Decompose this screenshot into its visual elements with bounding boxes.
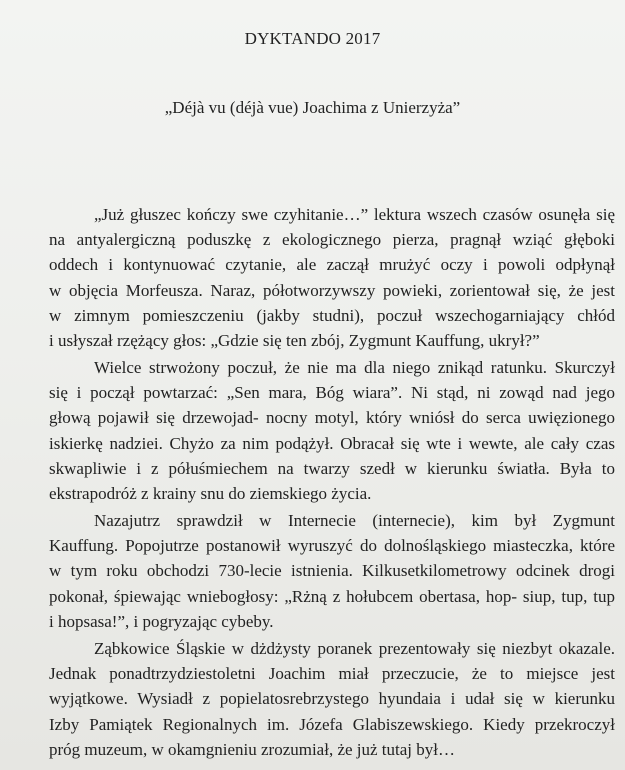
text-line: Jednak ponadtrzydziestoletni Joachim miał przeczucie, że to miejsce jest xyxy=(49,664,615,684)
document-subtitle: „Déjà vu (déjà vue) Joachima z Unierzyża” xyxy=(164,98,461,117)
text-line: próg muzeum, w okamgnieniu zrozumiał, że już tutaj był… xyxy=(49,739,455,759)
text-line: głową pojawił się drzewojad- nocny motyl, który wniósł do serca uwięzionego xyxy=(49,408,615,428)
text-line: „Już głuszec kończy swe czyhitanie…” lektura wszech czasów osunęła się xyxy=(94,205,615,224)
paragraph-3 xyxy=(49,508,615,634)
text-line: Nazajutrz sprawdził w Internecie (internecie), kim był Zygmunt xyxy=(94,511,615,530)
text-line: skwapliwie i z półuśmiechem na twarzy szedł w kierunku światła. Była to xyxy=(49,458,615,478)
text-line: w objęcia Morfeusza. Naraz, półotworzywszy powieki, zorientował się, że jest xyxy=(49,280,615,300)
text-line: pokonał, śpiewając wniebogłosy: „Rżną z hołubcem obertasa, hop- siup, tup, tup xyxy=(49,586,615,606)
text-line: w zimnym pomieszczeniu (jakby studni), poczuł wszechogarniający chłód xyxy=(49,305,615,325)
text-line: oddech i kontynuować czytanie, ale zaczął mrużyć oczy i powoli odpłynął xyxy=(49,255,615,275)
text-line: w tym roku obchodzi 730-lecie istnienia. Kilkusetkilometrowy odcinek drogi xyxy=(49,561,615,581)
text-line: wyjątkowe. Wysiadł z popielatosrebrzystego hyundaia i udał się w kierunku xyxy=(49,689,615,709)
paragraph-2 xyxy=(49,355,615,506)
text-line: Ząbkowice Śląskie w dżdżysty poranek prezentowały się niezbyt okazale. xyxy=(94,639,615,658)
text-line: na antyalergiczną poduszkę z ekologicznego pierza, pragnął wziąć głęboki xyxy=(49,230,615,250)
text-line: iskierkę nadziei. Chyżo za nim podążył. Obracał się wte i wewte, ale cały czas xyxy=(49,433,615,453)
document-title: DYKTANDO 2017 xyxy=(244,29,381,48)
text-line: Izby Pamiątek Regionalnych im. Józefa Glabiszewskiego. Kiedy przekroczył xyxy=(49,714,615,734)
text-line: się i począł powtarzać: „Sen mara, Bóg wiara”. Ni stąd, ni zowąd nad jego xyxy=(49,383,615,403)
text-line: i hopsasa!”, i pogryzając cybeby. xyxy=(49,611,274,631)
paragraph-4 xyxy=(49,636,615,762)
text-line: i usłyszał rzężący głos: „Gdzie się ten zbój, Zygmunt Kauffung, ukrył?” xyxy=(49,330,540,350)
text-line: Kauffung. Popojutrze postanowił wyruszyć do dolnośląskiego miasteczka, które xyxy=(49,536,615,556)
text-line: Wielce strwożony poczuł, że nie ma dla niego znikąd ratunku. Skurczył xyxy=(94,358,615,377)
text-line: ekstrapodróż z krainy snu do ziemskiego życia. xyxy=(49,483,372,503)
paragraph-1 xyxy=(49,202,615,353)
